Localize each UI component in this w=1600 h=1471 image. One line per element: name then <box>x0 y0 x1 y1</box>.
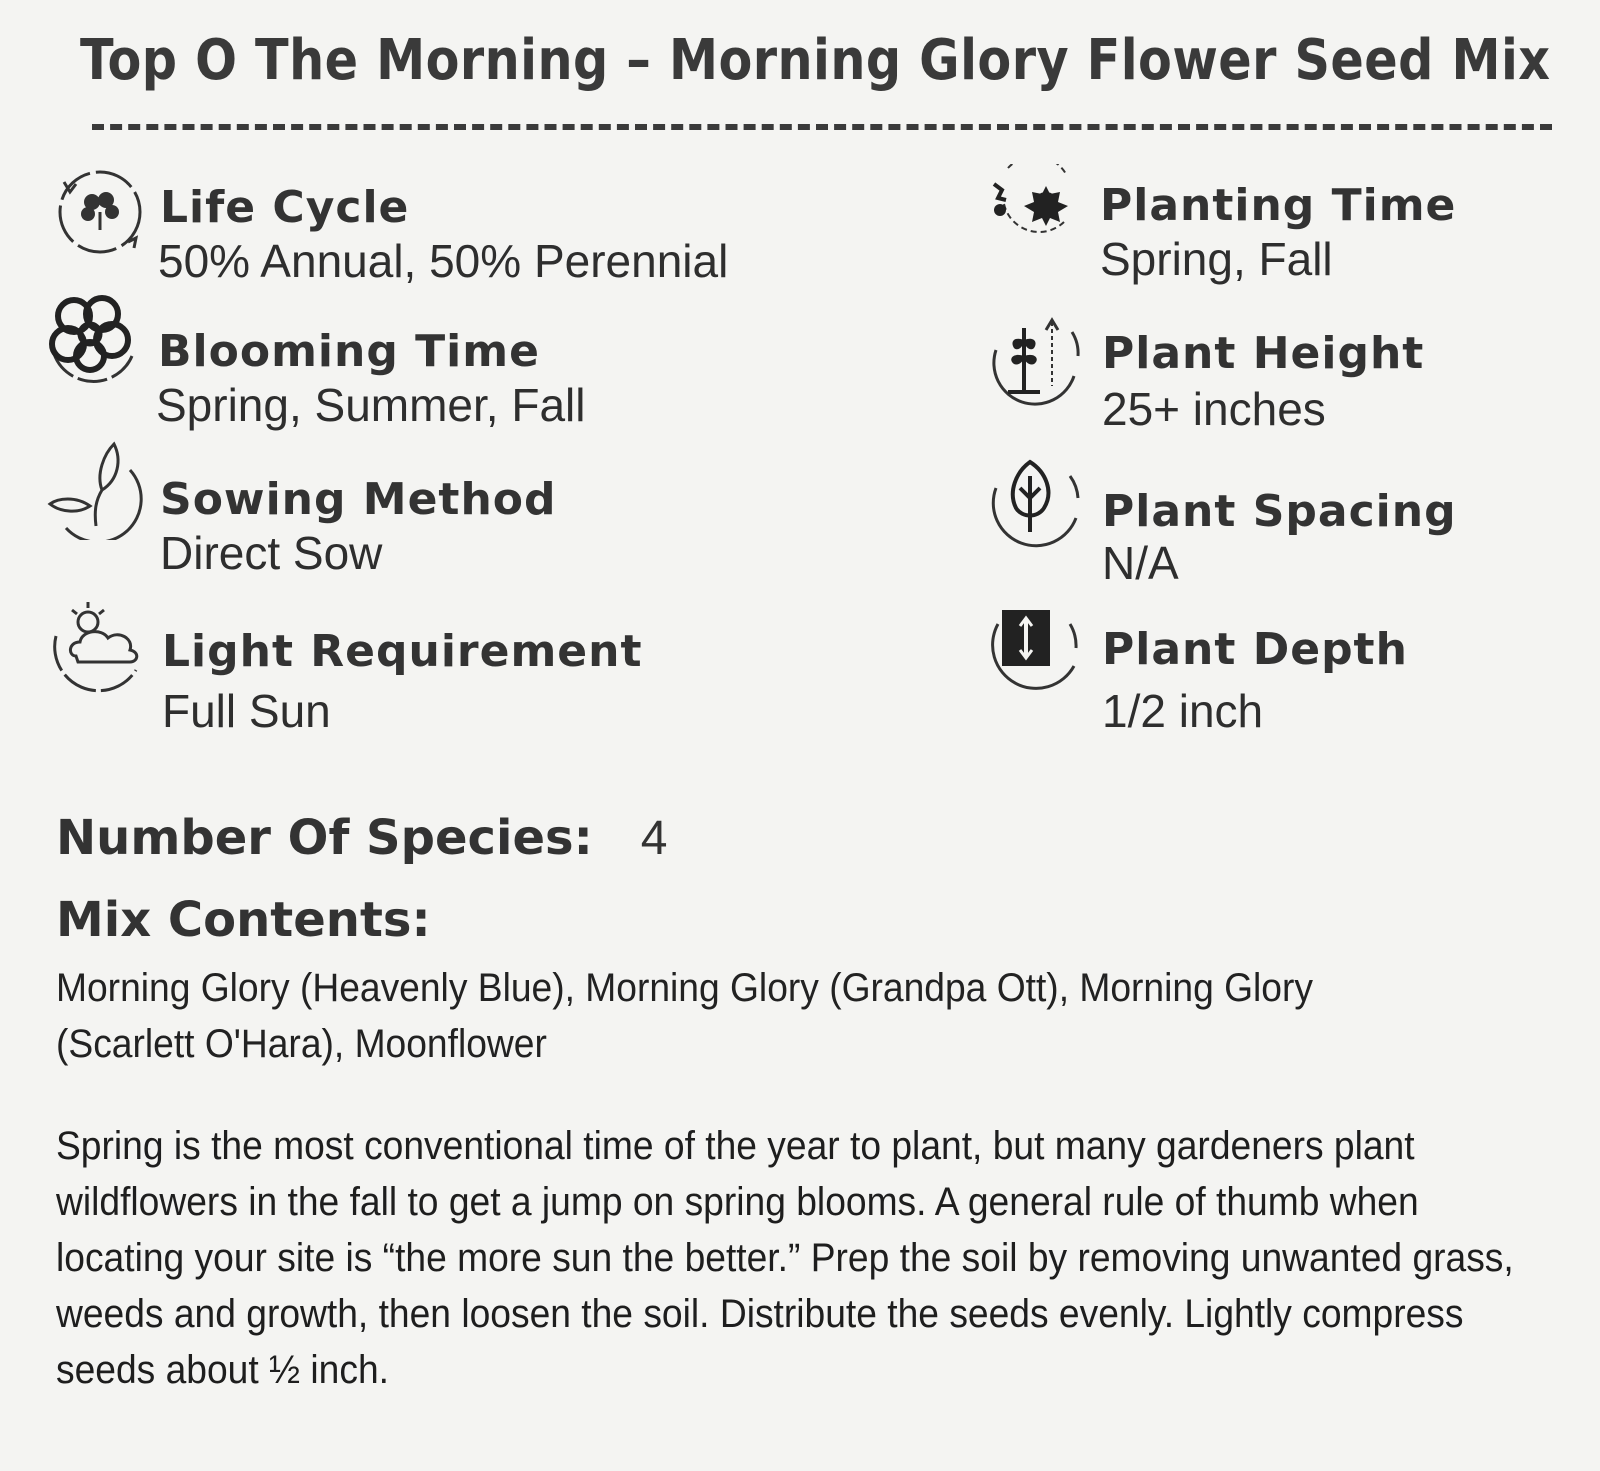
attr-life-cycle <box>50 168 850 298</box>
attr-sowing-method <box>46 440 846 579</box>
attr-plant-depth <box>988 610 1588 740</box>
attr-value: 25+ inches <box>1102 383 1326 435</box>
species-count-value: 4 <box>640 812 668 865</box>
attr-label: Sowing Method <box>160 474 557 525</box>
attr-value: Spring, Summer, Fall <box>156 379 586 431</box>
attr-planting-time <box>988 164 1588 294</box>
light-requirement-icon <box>50 596 150 696</box>
attr-label: Plant Height <box>1102 328 1425 379</box>
attr-value: 1/2 inch <box>1102 685 1264 737</box>
attr-blooming-time <box>44 294 844 431</box>
life-cycle-icon <box>50 168 150 268</box>
plant-height-icon <box>988 316 1088 416</box>
attr-value: Direct Sow <box>160 527 383 579</box>
attr-label: Blooming Time <box>158 326 540 377</box>
plant-spacing-icon <box>988 458 1088 558</box>
dashed-divider <box>92 124 1552 130</box>
attr-value: Spring, Fall <box>1100 233 1333 285</box>
attr-plant-height <box>988 316 1588 446</box>
attr-value: 50% Annual, 50% Perennial <box>158 235 729 287</box>
product-title: Top O The Morning – Morning Glory Flower Seed Mix <box>80 28 1551 93</box>
species-label: Number Of Species: <box>56 810 593 866</box>
planting-instructions: Spring is the most conventional time of the year to plant, but many gardeners plant wildflowers in the fall to get a jump on spring blooms. A general rule of thumb when locating your site is “the more sun the better.” Prep the soil by removing unwanted grass, weeds and growth, then loosen the soil. Distribute the seeds evenly. Lightly compress seeds about ½ inch. <box>56 1124 1514 1392</box>
mix-contents-list: Morning Glory (Heavenly Blue), Morning Glory (Grandpa Ott), Morning Glory (Scarlett O'Hara), Moonflower <box>56 966 1313 1066</box>
attr-plant-spacing <box>988 458 1588 588</box>
attr-label: Light Requirement <box>162 626 643 677</box>
attr-label: Plant Depth <box>1102 624 1408 675</box>
plant-depth-icon <box>988 610 1088 710</box>
sowing-method-icon <box>46 440 146 540</box>
species-count <box>56 810 667 866</box>
planting-time-icon <box>988 164 1088 264</box>
attr-label: Life Cycle <box>160 182 410 233</box>
blooming-time-icon <box>44 294 144 394</box>
mix-contents-heading: Mix Contents: <box>56 892 431 948</box>
attr-label: Planting Time <box>1100 180 1457 231</box>
attr-label: Plant Spacing <box>1102 486 1457 537</box>
attr-value: Full Sun <box>162 685 331 737</box>
attr-value: N/A <box>1102 537 1179 589</box>
attr-light-requirement <box>50 596 850 737</box>
